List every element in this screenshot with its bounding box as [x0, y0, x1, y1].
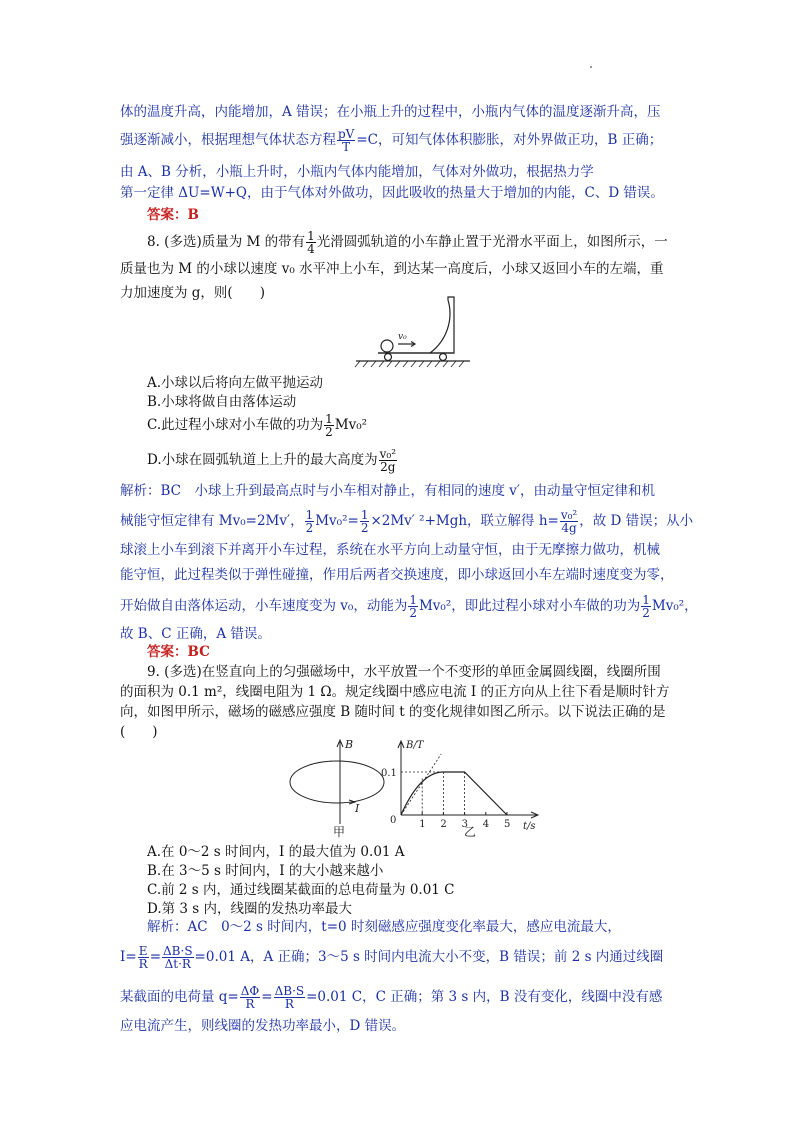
text-span: =C，可知气体体积膨胀，对外界做正功，B 正确； — [356, 132, 663, 148]
option-d — [147, 448, 398, 473]
text-span: =0.01 A，A 正确；3～5 s 时间内电流大小不变，B 错误；前 2 s 内通过线圈 — [194, 949, 664, 965]
fraction-denominator: T — [342, 140, 351, 154]
answer-line — [147, 643, 210, 661]
cart-track-figure — [350, 292, 475, 374]
fraction-numerator: ΔΦ — [240, 984, 260, 998]
text-span: = — [149, 949, 162, 965]
fraction-numerator: 1 — [409, 593, 417, 607]
y-tick-label: 0.1 — [381, 768, 397, 779]
option-a: A.小球以后将向左做平抛运动 — [147, 375, 324, 391]
answer-label: 答案： — [147, 207, 188, 223]
fraction — [360, 509, 370, 534]
ground-hatching — [355, 361, 464, 367]
text-span: 8. (多选)质量为 M 的带有 — [147, 234, 306, 250]
fraction — [274, 985, 306, 1010]
fraction-denominator: R — [245, 997, 255, 1011]
option-b: B.在 3～5 s 时间内，I 的大小越来越小 — [147, 863, 384, 879]
fraction — [240, 985, 261, 1010]
fraction-numerator: ΔB·S — [163, 944, 193, 958]
fraction-numerator: 1 — [642, 593, 650, 607]
fraction-denominator: 4 — [307, 242, 315, 256]
fraction — [306, 230, 316, 255]
cart-wheel-right — [440, 354, 447, 361]
solution-8-line — [120, 509, 693, 534]
fraction-numerator: 1 — [305, 508, 314, 522]
fraction — [324, 413, 334, 438]
text-span: D.小球在圆弧轨道上上升的最大高度为 — [147, 452, 378, 468]
question-8-line: 力加速度为 g，则( ) — [120, 285, 265, 301]
fraction-numerator: pV — [338, 127, 355, 141]
text-span: Mv₀² — [334, 417, 368, 433]
option-b: B.小球将做自由落体运动 — [147, 394, 297, 410]
fraction-numerator: 1 — [307, 229, 315, 243]
question-8-line — [147, 230, 668, 255]
fraction — [379, 448, 397, 473]
text-span: 某截面的电荷量 q= — [120, 989, 239, 1005]
x-tick-label: 2 — [440, 819, 447, 830]
fraction-numerator: 1 — [325, 412, 333, 426]
fraction-denominator: 2 — [325, 425, 333, 439]
solution-9-line — [120, 945, 663, 970]
b-t-curve — [401, 772, 507, 815]
fraction-numerator: ΔB·S — [274, 984, 305, 998]
velocity-label: v₀ — [398, 332, 407, 342]
figure-caption-jia: 甲 — [333, 825, 346, 839]
text-span: Mv₀²= — [315, 513, 359, 529]
fraction-denominator: 2 — [360, 521, 369, 535]
solution-8-line — [120, 594, 698, 619]
field-label: B — [345, 738, 354, 751]
question-8-line: 质量也为 M 的小球以速度 v₀ 水平冲上小车，到达某一高度后，小球又返回小车的左端，重 — [120, 261, 664, 277]
x-tick-label: 3 — [461, 819, 468, 830]
answer-value: B — [187, 207, 199, 223]
text-line: 第一定律 ΔU=W+Q，由于气体对外做功，因此吸收的热量大于增加的内能，C、D 错误。 — [120, 185, 664, 201]
solution-9-line: 应电流产生，则线圈的发热功率最小，D 错误。 — [120, 1018, 406, 1034]
quarter-circle-track — [378, 297, 454, 353]
solution-8-line: 球滚上小车到滚下并离开小车过程，系统在水平方向上动量守恒，由于无摩擦力做功，机械 — [120, 542, 660, 558]
scan-dot — [590, 66, 592, 68]
question-9-line: 的面积为 0.1 m²，线圈电阻为 1 Ω。规定线圈中感应电流 I 的正方向从上往下看是顺时针方 — [120, 684, 670, 700]
solution-9-line — [120, 985, 662, 1010]
option-c — [147, 413, 367, 438]
question-9-line: 9. (多选)在竖直向上的匀强磁场中，水平放置一个不变形的单匝金属圆线圈，线圈所围 — [147, 664, 661, 680]
solution-8-line: 故 B、C 正确，A 错误。 — [120, 626, 271, 642]
text-span: = — [261, 989, 273, 1005]
fraction — [560, 509, 578, 534]
fraction — [162, 945, 194, 970]
x-axis-label: t/s — [523, 821, 536, 832]
question-9-line: 向，如图甲所示，磁场的磁感应强度 B 随时间 t 的变化规律如图乙所示。以下说法正确的是 — [120, 704, 666, 720]
text-span: 强逐渐减小，根据理想气体状态方程 — [120, 132, 336, 148]
solution-9-line: 解析：AC 0～2 s 时间内，t=0 时刻磁感应强度变化率最大，感应电流最大， — [147, 919, 621, 935]
fraction — [305, 509, 315, 534]
text-span: ，故 D 错误；从小 — [579, 513, 694, 529]
x-tick-label: 5 — [504, 819, 511, 830]
text-span: 开始做自由落体运动，小车速度变为 v₀，动能为 — [120, 598, 408, 614]
solution-8-line: 解析：BC 小球上升到最高点时与小车相对静止，有相同的速度 v′，由动量守恒定律和机 — [120, 483, 655, 499]
answer-value: BC — [187, 644, 210, 660]
fraction-denominator: 2g — [380, 460, 396, 474]
ball — [381, 340, 393, 352]
fraction-denominator: 4g — [561, 521, 577, 535]
text-span: C.此过程小球对小车做的功为 — [147, 417, 324, 433]
fraction-denominator: R — [284, 997, 294, 1011]
fraction-numerator: v₀² — [560, 508, 578, 522]
fraction — [641, 594, 651, 619]
text-span: Mv₀²， — [651, 598, 698, 614]
fraction-denominator: 2 — [305, 521, 314, 535]
option-c: C.前 2 s 内，通过线圈某截面的总电荷量为 0.01 C — [147, 882, 455, 898]
fraction-denominator: Δt·R — [164, 957, 191, 971]
answer-label: 答案： — [147, 644, 188, 660]
option-a: A.在 0～2 s 时间内，I 的最大值为 0.01 A — [147, 844, 405, 860]
text-span: =0.01 C，C 正确；第 3 s 内，B 没有变化，线圈中没有感 — [306, 989, 663, 1005]
cart-wheel-left — [385, 354, 392, 361]
fraction-numerator: E — [138, 944, 148, 958]
b-t-chart — [366, 734, 546, 839]
fraction — [337, 128, 355, 153]
fraction — [408, 594, 418, 619]
fraction-denominator: 2 — [642, 606, 650, 620]
answer-line — [147, 206, 199, 224]
text-line: 由 A、B 分析，小瓶上升时，小瓶内气体内能增加，气体对外做功，根据热力学 — [120, 164, 594, 180]
fraction-denominator: R — [138, 957, 148, 971]
text-span: 光滑圆弧轨道的小车静止置于光滑水平面上，如图所示，一 — [316, 234, 668, 250]
fraction-denominator: 2 — [409, 606, 417, 620]
origin-label: 0 — [390, 815, 397, 826]
x-tick-label: 1 — [419, 819, 426, 830]
text-span: I= — [120, 949, 137, 965]
x-tick-label: 4 — [482, 819, 490, 830]
text-line — [120, 128, 662, 153]
tangent-line — [401, 754, 441, 815]
fraction — [138, 945, 149, 970]
text-span: Mv₀²，即此过程小球对小车做的功为 — [418, 598, 641, 614]
question-9-line: ( ) — [120, 724, 158, 740]
solution-8-line: 能守恒，此过程类似于弹性碰撞，作用后两者交换速度，即小球返回小车左端时速度变为零， — [120, 567, 674, 583]
text-span: 械能守恒定律有 Mv₀=2Mv′， — [120, 513, 304, 529]
figure-caption-yi: 乙 — [464, 825, 477, 839]
fraction-numerator: v₀² — [379, 447, 397, 461]
y-axis-label: B/T — [406, 740, 424, 751]
text-line: 体的温度升高，内能增加，A 错误；在小瓶上升的过程中，小瓶内气体的温度逐渐升高，压 — [120, 104, 661, 120]
option-d: D.第 3 s 内，线圈的发热功率最大 — [147, 901, 353, 917]
fraction-numerator: 1 — [360, 508, 369, 522]
current-label: I — [355, 802, 360, 815]
text-span: ×2Mv′ ²+Mgh，联立解得 h= — [370, 513, 559, 529]
